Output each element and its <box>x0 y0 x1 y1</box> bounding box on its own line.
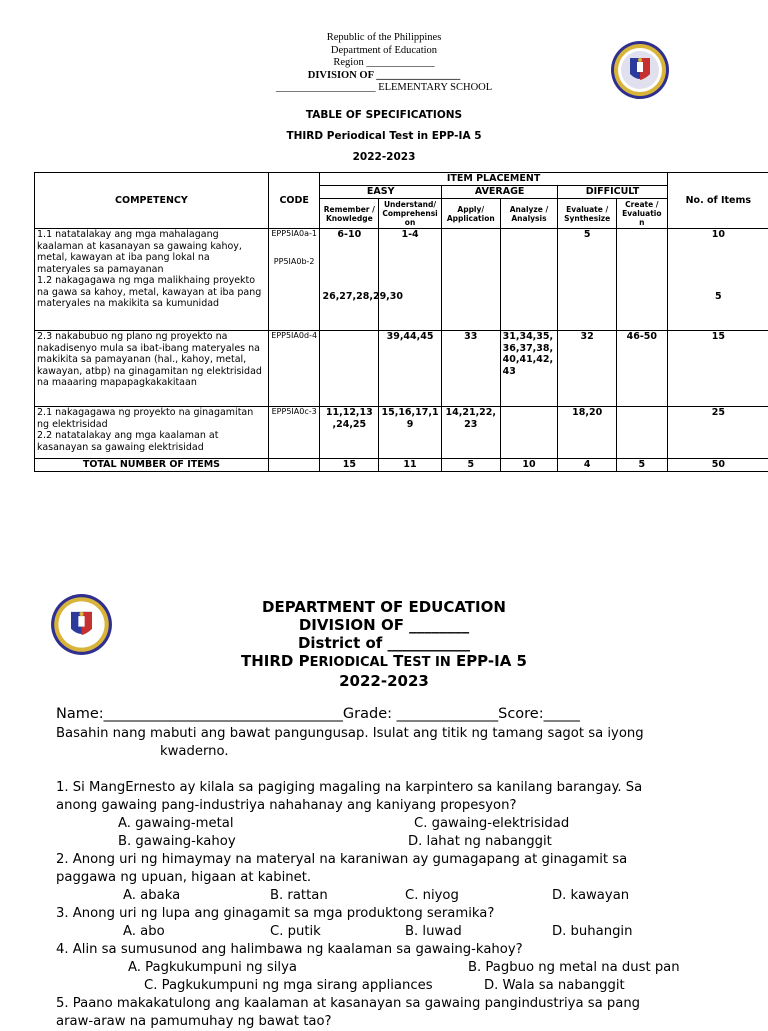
choice: C. Pagkukumpuni ng mga sirang appliances <box>144 977 433 995</box>
exam-title-part: T <box>388 652 403 670</box>
remember-cell <box>320 229 379 331</box>
choice: D. lahat ng nabanggit <box>408 833 552 851</box>
choice: B. rattan <box>270 887 328 905</box>
choice: A. Pagkukumpuni ng silya <box>128 959 297 977</box>
choice: D. buhangin <box>552 923 632 941</box>
header-apply: Apply/ Application <box>441 199 500 229</box>
code-cell: EPP5IA0d-4 <box>268 331 320 407</box>
apply-cell: 14,21,22,23 <box>441 407 500 459</box>
name-grade-score-line: Name:_________________________________Grade: ______________Score:_____ <box>56 705 716 725</box>
choice: C. gawaing-elektrisidad <box>414 815 569 833</box>
total-analyze: 10 <box>500 459 558 472</box>
cell-value: 6-10 <box>322 229 376 241</box>
choices-row <box>56 815 716 833</box>
total-understand: 11 <box>379 459 442 472</box>
understand-cell: 1-4 <box>379 229 442 331</box>
question-2: 2. Anong uri ng himaymay na materyal na karaniwan ay gumagapang at ginagamit sa <box>56 851 716 869</box>
header-average: AVERAGE <box>441 186 557 199</box>
table-row <box>35 331 768 407</box>
header-competency: COMPETENCY <box>35 173 269 229</box>
header-remember: Remember / Knowledge <box>320 199 379 229</box>
evaluate-cell: 18,20 <box>558 407 617 459</box>
total-evaluate: 4 <box>558 459 617 472</box>
total-row <box>35 459 768 472</box>
create-cell <box>617 407 668 459</box>
understand-cell: 15,16,17,19 <box>379 407 442 459</box>
evaluate-cell: 5 <box>558 229 617 331</box>
items-cell: 15 <box>667 331 768 407</box>
instructions: Basahin nang mabuti ang bawat pangungusap. Isulat ang titik ng tamang sagot sa iyong <box>56 725 716 743</box>
exam-title-part: EPP-IA 5 <box>451 652 527 670</box>
exam-header <box>0 598 768 690</box>
document-header <box>0 32 768 95</box>
choice: A. abaka <box>123 887 180 905</box>
choices-row <box>56 887 716 905</box>
table-row <box>35 229 768 331</box>
question-1: 1. Si MangErnesto ay kilala sa pagiging magaling na karpintero sa kanilang barangay. Sa <box>56 779 716 797</box>
total-items: 50 <box>667 459 768 472</box>
exam-title-part: EST IN <box>403 655 450 670</box>
choices-row <box>56 833 716 851</box>
cell-value: 26,27,28,29,30 <box>322 291 376 303</box>
total-create: 5 <box>617 459 668 472</box>
exam-dept: DEPARTMENT OF EDUCATION <box>0 598 768 616</box>
question-3: 3. Anong uri ng lupa ang ginagamit sa mga produktong seramika? <box>56 905 716 923</box>
create-cell <box>617 229 668 331</box>
remember-cell: 11,12,13 ,24,25 <box>320 407 379 459</box>
header-region: Region _____________ <box>0 57 768 70</box>
understand-cell: 39,44,45 <box>379 331 442 407</box>
question-1: anong gawaing pang-industriya nahahanay ang kaniyang propesyon? <box>56 797 716 815</box>
tos-title: TABLE OF SPECIFICATIONS <box>0 108 768 129</box>
choice: B. gawaing-kahoy <box>118 833 236 851</box>
competency-cell <box>35 229 269 331</box>
header-school: ___________________ ELEMENTARY SCHOOL <box>0 82 768 95</box>
analyze-cell: 31,34,35,36,37,38,40,41,42,43 <box>500 331 558 407</box>
instructions: kwaderno. <box>56 743 716 761</box>
exam-body <box>56 705 716 1031</box>
question-4: 4. Alin sa sumusunod ang halimbawa ng kaalaman sa gawaing-kahoy? <box>56 941 716 959</box>
header-no-of-items: No. of Items <box>667 173 768 229</box>
choice: A. abo <box>123 923 165 941</box>
header-code: CODE <box>268 173 320 229</box>
header-division: DIVISION OF ________________ <box>0 70 768 83</box>
exam-division: DIVISION OF ________ <box>0 616 768 634</box>
total-label: TOTAL NUMBER OF ITEMS <box>35 459 269 472</box>
competency-text: 2.2 natatalakay ang mga kaalaman at kasanayan sa gawaing elektrisidad <box>37 430 266 453</box>
tos-year: 2022-2023 <box>0 150 768 171</box>
create-cell: 46-50 <box>617 331 668 407</box>
choices-row <box>56 977 716 995</box>
competency-cell: 2.3 nakabubuo ng plano ng proyekto na nakadisenyo mula sa ibat-ibang materyales na makikita sa pamayanan (hal., kahoy, metal, kawayan, atbp) na ginagamitan ng elektrisidad na maaaring mapapagkakakitaan <box>35 331 269 407</box>
analyze-cell <box>500 229 558 331</box>
exam-district: District of ___________ <box>0 634 768 652</box>
code-cell <box>268 229 320 331</box>
header-item-placement: ITEM PLACEMENT <box>320 173 667 186</box>
choice: D. kawayan <box>552 887 629 905</box>
items-cell: 25 <box>667 407 768 459</box>
competency-text: 1.1 natatalakay ang mga mahalagang kaalaman at kasanayan sa gawaing kahoy, metal, kawayan at iba pang lokal na materyales sa pamayanan <box>37 229 266 275</box>
header-evaluate: Evaluate / Synthesize <box>558 199 617 229</box>
question-5: 5. Paano makakatulong ang kaalaman at kasanayan sa gawaing pangindustriya sa pang <box>56 995 716 1013</box>
header-analyze: Analyze / Analysis <box>500 199 558 229</box>
competency-text: 1.2 nakagagawa ng mga malikhaing proyekto na gawa sa kahoy, metal, kawayan at iba pang materyales na makikita sa kumunidad <box>37 275 266 310</box>
choices-row <box>56 959 716 977</box>
total-apply: 5 <box>441 459 500 472</box>
exam-title <box>0 652 768 672</box>
total-remember: 15 <box>320 459 379 472</box>
question-5: araw-araw na pamumuhay ng bawat tao? <box>56 1013 716 1031</box>
exam-title-part: ERIODICAL <box>310 655 388 670</box>
cell-value: 5 <box>670 291 767 303</box>
choice: D. Wala sa nabanggit <box>484 977 625 995</box>
choice: B. luwad <box>405 923 462 941</box>
table-row <box>35 407 768 459</box>
choices-row <box>56 923 716 941</box>
tos-subtitle: THIRD Periodical Test in EPP-IA 5 <box>0 129 768 150</box>
header-difficult: DIFFICULT <box>558 186 667 199</box>
competency-text: 2.1 nakagagawa ng proyekto na ginagamitan ng elektrisidad <box>37 407 266 430</box>
header-republic: Republic of the Philippines <box>0 32 768 45</box>
table-of-specifications <box>34 172 768 472</box>
exam-year: 2022-2023 <box>0 672 768 690</box>
tos-titles <box>0 108 768 171</box>
header-easy: EASY <box>320 186 441 199</box>
choice: B. Pagbuo ng metal na dust pan <box>468 959 680 977</box>
evaluate-cell: 32 <box>558 331 617 407</box>
apply-cell <box>441 229 500 331</box>
analyze-cell <box>500 407 558 459</box>
exam-title-part: THIRD P <box>241 652 310 670</box>
choice: C. niyog <box>405 887 459 905</box>
competency-cell <box>35 407 269 459</box>
code-text: EPP5IA0a-1 <box>271 229 318 239</box>
total-code <box>268 459 320 472</box>
choice: C. putik <box>270 923 321 941</box>
apply-cell: 33 <box>441 331 500 407</box>
code-cell: EPP5IA0c-3 <box>268 407 320 459</box>
items-cell <box>667 229 768 331</box>
choice: A. gawaing-metal <box>118 815 234 833</box>
question-2: paggawa ng upuan, higaan at kabinet. <box>56 869 716 887</box>
cell-value: 10 <box>670 229 767 241</box>
remember-cell <box>320 331 379 407</box>
code-text: PP5IA0b-2 <box>271 257 318 267</box>
header-department: Department of Education <box>0 45 768 58</box>
header-create: Create / Evaluatio n <box>617 199 668 229</box>
header-understand: Understand/ Comprehensi on <box>379 199 442 229</box>
